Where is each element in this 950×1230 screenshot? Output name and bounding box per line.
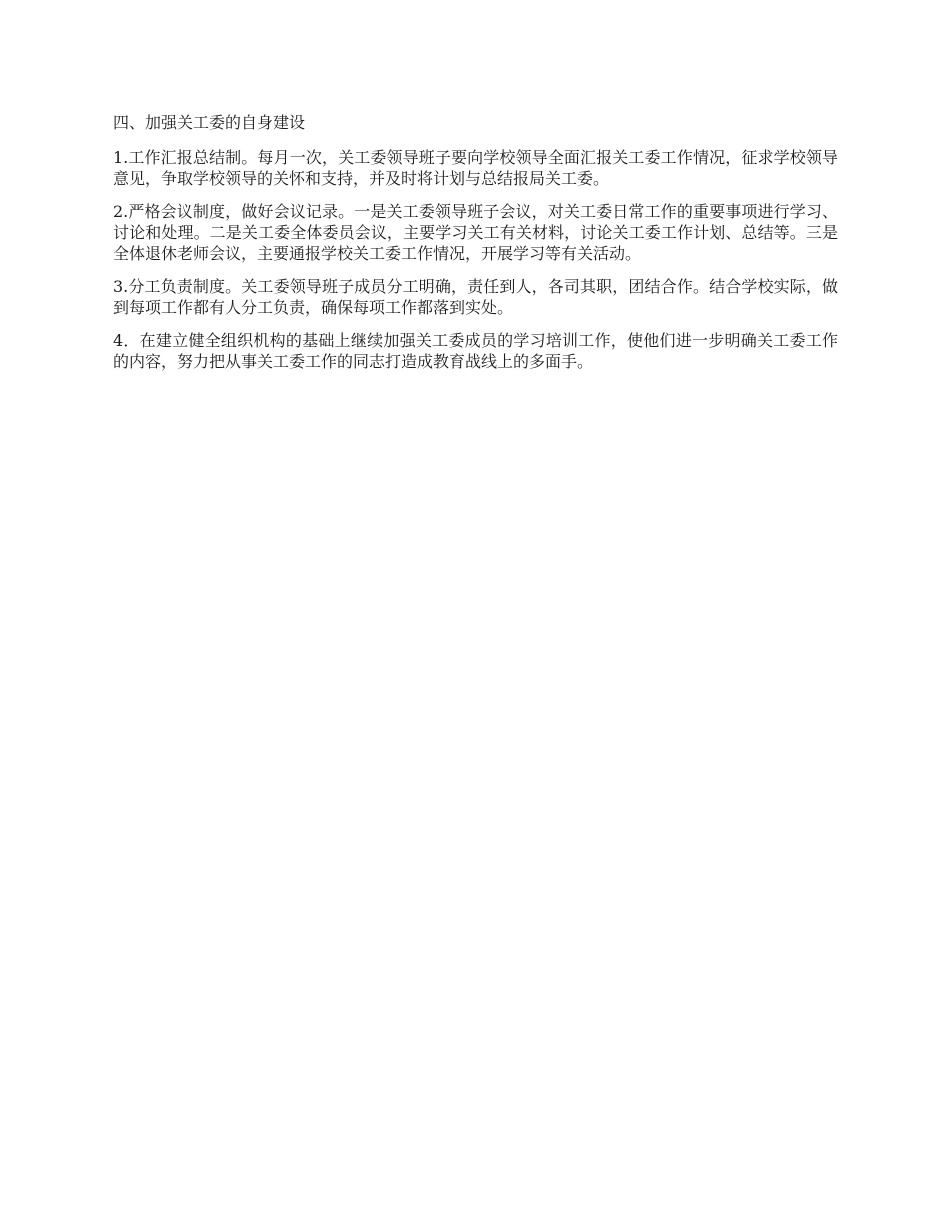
paragraph-2: 2.严格会议制度，做好会议记录。一是关工委领导班子会议，对关工委日常工作的重要事项进行学习、讨论和处理。二是关工委全体委员会议，主要学习关工有关材料，讨论关工委工作计划、总结等。三是全体退休老师会议，主要通报学校关工委工作情况，开展学习等有关活动。 xyxy=(113,202,838,263)
paragraph-4: 4．在建立健全组织机构的基础上继续加强关工委成员的学习培训工作，使他们进一步明确关工委工作的内容，努力把从事关工委工作的同志打造成教育战线上的多面手。 xyxy=(113,331,838,371)
document-body xyxy=(113,112,838,384)
section-heading: 四、加强关工委的自身建设 xyxy=(113,113,306,132)
paragraph-3: 3.分工负责制度。关工委领导班子成员分工明确，责任到人，各司其职，团结合作。结合学校实际，做到每项工作都有人分工负责，确保每项工作都落到实处。 xyxy=(113,277,838,317)
paragraph-1: 1.工作汇报总结制。每月一次，关工委领导班子要向学校领导全面汇报关工委工作情况，征求学校领导意见，争取学校领导的关怀和支持，并及时将计划与总结报局关工委。 xyxy=(113,148,838,188)
